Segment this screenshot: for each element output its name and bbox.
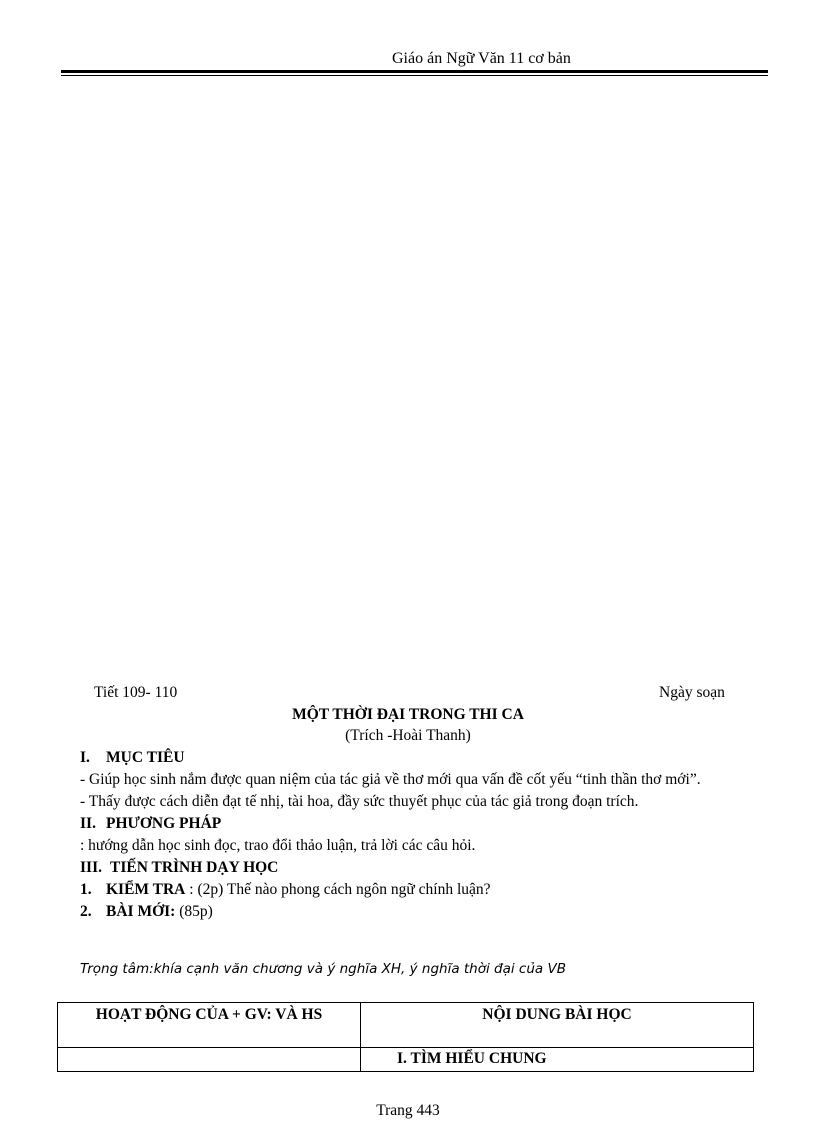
table-row [58,1048,754,1072]
section-heading-method: II. PHƯƠNG PHÁP [80,815,222,832]
lesson-title: MỘT THỜI ĐẠI TRONG THI CA [292,706,524,723]
document-header-title: Giáo án Ngữ Văn 11 cơ bản [392,50,571,67]
process-item-new-lesson: 2. BÀI MỚI: (85p) [80,903,213,920]
header-rule-thin [61,75,768,76]
lesson-focus-note: Trọng tâm:khía cạnh văn chương và ý nghĩa XH, ý nghĩa thời đại của VB [80,961,566,977]
header-rule-thick [61,70,768,73]
table-cell-activities [58,1048,361,1072]
section-heading-objectives: I. MỤC TIÊU [80,749,185,766]
section-heading-process: III. TIẾN TRÌNH DẠY HỌC [80,859,279,876]
page-number: Trang 443 [376,1102,440,1119]
table-cell-section-heading: I. TÌM HIỂU CHUNG [361,1048,754,1072]
method-paragraph: : hướng dẫn học sinh đọc, trao đổi thảo luận, trả lời các câu hỏi. [80,837,476,854]
lesson-date-label: Ngày soạn [659,684,725,701]
section-objectives [80,747,745,923]
lesson-activity-table [57,1002,754,1072]
process-item-check: 1. KIỂM TRA : (2p) Thế nào phong cách ngôn ngữ chính luận? [80,881,491,898]
table-header-content: NỘI DUNG BÀI HỌC [361,1003,754,1048]
table-header-activities: HOẠT ĐỘNG CỦA + GV: VÀ HS [58,1003,361,1048]
lesson-subtitle: (Trích -Hoài Thanh) [345,727,471,744]
objective-paragraph-2: - Thấy được cách diễn đạt tế nhị, tài hoa, đầy sức thuyết phục của tác giả trong đoạn trích. [80,793,639,810]
lesson-period: Tiết 109- 110 [94,684,178,701]
objective-paragraph-1: - Giúp học sinh nắm được quan niệm của tác giả về thơ mới qua vấn đề cốt yếu “tinh thần thơ mới”. [80,771,701,788]
